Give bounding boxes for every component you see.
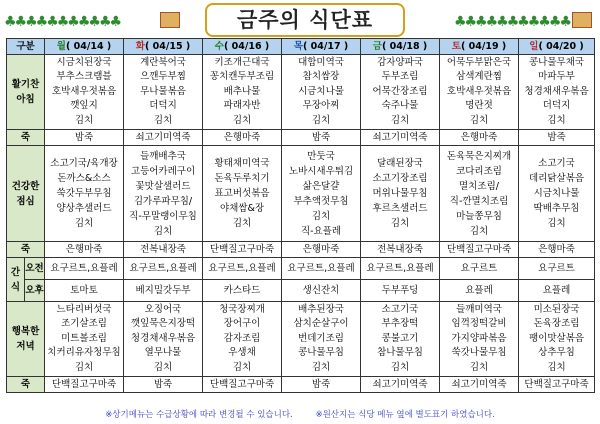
juk-label: 죽 [7, 377, 45, 393]
dinner-cell [440, 302, 519, 377]
menu-item: 들깨배추국 [140, 150, 186, 162]
snack-am-cell: 요구르트,요플레 [282, 258, 361, 280]
menu-item: 김치 [469, 225, 489, 237]
menu-item: 상추무침 [538, 347, 575, 359]
day-date: 04/15 [152, 41, 183, 52]
menu-item: 김치 [390, 361, 410, 373]
header-label: 구분 [7, 39, 45, 55]
menu-item: 배추된장국 [298, 303, 344, 315]
breakfast-cell [45, 55, 124, 130]
menu-item: 김치 [311, 114, 331, 126]
menu-item: 들깨미역국 [456, 303, 502, 315]
lunch-cell [45, 146, 124, 242]
menu-item: 소고기국 [381, 303, 419, 315]
day-date: 04/16 [231, 41, 262, 52]
juk-cell: 단백질고구마죽 [203, 242, 282, 258]
menu-item: 꽃맛살샐러드 [135, 180, 191, 192]
menu-item: 데리닭살볶음 [528, 173, 585, 184]
menu-table [6, 38, 595, 393]
lunch-label: 건강한 점심 [7, 146, 45, 242]
dinner-cell [203, 302, 282, 377]
menu-item: 치커리유자청무침 [47, 347, 121, 359]
tree-decoration-icon: ♣♣♣♣♣♣♣♣♣♣♣ [453, 14, 570, 30]
menu-item: 김치 [469, 361, 489, 373]
dinner-cell [124, 302, 203, 377]
day-header: 금( 04/18 ) [361, 39, 440, 55]
menu-item: 딱배추무침 [533, 203, 580, 214]
menu-item: 김치 [547, 218, 566, 229]
snack-pm-cell: 토마토 [45, 280, 124, 302]
page-title: 금주의 식단표 [205, 3, 405, 37]
dinner-row [7, 302, 595, 377]
menu-item: 돈육장조림 [533, 318, 580, 330]
menu-item: 소고기장조림 [372, 173, 428, 184]
breakfast-cell [124, 55, 203, 130]
menu-item: 삼치순살구이 [293, 318, 349, 330]
juk-cell: 단백질고구마죽 [203, 377, 282, 393]
dinner-label: 행복한 저녁 [7, 302, 45, 377]
menu-item: 김가루파무침/ [133, 195, 193, 207]
snack-am-cell: 요구르트 [519, 258, 595, 280]
lunch-cell [282, 146, 361, 242]
menu-item: 소고기국 [538, 158, 575, 169]
juk-cell: 은행마죽 [519, 242, 595, 258]
menu-item: 배추나물 [223, 85, 261, 97]
menu-item: 돈까스&소스 [57, 173, 111, 184]
menu-item: 만둣국 [307, 150, 335, 162]
menu-item: 김치 [74, 361, 94, 373]
menu-item: 김치 [232, 361, 252, 373]
snack-pm-row [7, 280, 595, 302]
menu-item: 마파두부 [538, 71, 575, 83]
juk-cell: 쇠고기미역죽 [124, 130, 203, 146]
menu-item: 명란젓 [465, 100, 493, 112]
lunch-row [7, 146, 595, 242]
day-header: 월( 04/14 ) [45, 39, 124, 55]
dinner-cell [519, 302, 595, 377]
juk-label: 죽 [7, 130, 45, 146]
lunch-cell [440, 146, 519, 242]
menu-item: 멸치조림/ [459, 180, 499, 192]
menu-item: 느타리버섯국 [56, 303, 112, 315]
menu-item: 두부조림 [381, 71, 419, 83]
menu-item: 가지양파볶음 [451, 332, 507, 344]
menu-item: 청경채새우볶음 [524, 85, 589, 97]
menu-item: 후르츠샐러드 [372, 203, 428, 214]
menu-item: 참치쌈장 [302, 71, 340, 83]
juk-cell: 은행마죽 [440, 130, 519, 146]
day-date: 04/19 [468, 41, 499, 52]
menu-item: 대합미역국 [298, 56, 344, 68]
menu-item: 무나물볶음 [140, 85, 186, 97]
juk-cell: 은행마죽 [282, 242, 361, 258]
menu-item: 표고버섯볶음 [214, 188, 270, 199]
menu-item: 쑥갓나물무침 [451, 347, 507, 359]
menu-item: 부추액젓무침 [293, 195, 349, 207]
dinner-cell [361, 302, 440, 377]
snack-pm-cell: 베지밀갓두부 [124, 280, 203, 302]
menu-item: 김치 [469, 114, 489, 126]
menu-item: 시금치된장국 [56, 56, 112, 68]
menu-item: 시금치나물 [298, 85, 344, 97]
menu-item: 돈육두루치기 [214, 173, 270, 184]
snack-am-cell: 요구르트,요플레 [361, 258, 440, 280]
menu-item: 깻잎묵은지장떡 [130, 318, 196, 330]
menu-item: 황태채미역국 [214, 158, 270, 169]
menu-item: 오징어국 [144, 303, 182, 315]
snack-am-cell: 요구르트,요플레 [45, 258, 124, 280]
menu-item: 청경채새우볶음 [130, 332, 196, 344]
juk-label: 죽 [7, 242, 45, 258]
juk-cell: 밤죽 [282, 130, 361, 146]
menu-item: 직-요플레 [300, 225, 342, 237]
menu-item: 깻잎지 [70, 100, 98, 112]
breakfast-label: 활기찬 아침 [7, 55, 45, 130]
menu-item: 김치 [390, 218, 410, 229]
menu-item: 미소된장국 [533, 303, 580, 315]
menu-item: 콩나물무채국 [528, 56, 585, 68]
menu-item: 머위나물무침 [372, 188, 428, 199]
footer-notes [0, 407, 600, 424]
day-header: 화( 04/15 ) [124, 39, 203, 55]
breakfast_juk-row [7, 130, 595, 146]
menu-item: 부추장떡 [381, 318, 419, 330]
juk-cell: 쇠고기미역죽 [440, 377, 519, 393]
menu-item: 고등어카레구이 [130, 165, 196, 177]
menu-item: 마늘쫑무침 [456, 210, 502, 222]
menu-item: 김치 [153, 114, 173, 126]
breakfast-cell [203, 55, 282, 130]
menu-item: 조기살조림 [61, 318, 107, 330]
menu-item: 김치 [74, 218, 94, 229]
juk-cell: 은행마죽 [203, 130, 282, 146]
menu-item: 소고기국/육개장 [50, 158, 118, 169]
menu-item: 호박새우젓볶음 [446, 85, 512, 97]
dinner_juk-row [7, 377, 595, 393]
lunch_juk-row [7, 242, 595, 258]
juk-cell: 쇠고기미역죽 [361, 130, 440, 146]
menu-item: 시금치나물 [533, 188, 580, 199]
house-decoration-icon [572, 12, 592, 28]
day-date: 04/14 [73, 41, 104, 52]
menu-item: 참나물무침 [377, 347, 423, 359]
menu-item: 김치 [547, 361, 566, 373]
menu-item: 쑥갓두부무침 [56, 188, 112, 199]
day-header: 수( 04/16 ) [203, 39, 282, 55]
snack-am-cell: 요구르트,요플레 [124, 258, 203, 280]
breakfast-cell [440, 55, 519, 130]
menu-item: 열무나물 [144, 347, 182, 359]
juk-cell: 쇠고기미역죽 [361, 377, 440, 393]
menu-item: 감자양파국 [377, 56, 423, 68]
day-name: 수 [214, 41, 224, 52]
menu-item: 코다리조림 [456, 165, 502, 177]
menu-item: 야채쌈&장 [219, 203, 265, 214]
juk-cell: 단백질고구마죽 [519, 377, 595, 393]
menu-item: 무장아찌 [302, 100, 340, 112]
menu-item: 호박새우젓볶음 [51, 85, 117, 97]
menu-item: 청국장찌개 [219, 303, 265, 315]
snack-am-cell: 요구르트,요플레 [203, 258, 282, 280]
snack-pm-cell: 카스타드 [203, 280, 282, 302]
footer-note-2: ※원산지는 식당 메뉴 옆에 별도표기 하였습니다. [315, 410, 495, 420]
footer-note-1: ※상기메뉴는 수급상황에 따라 변경될 수 있습니다. [105, 410, 293, 420]
juk-cell: 밤죽 [519, 130, 595, 146]
menu-item: 김치 [232, 218, 252, 229]
menu-item: 콩불고기 [381, 332, 419, 344]
snack-am-label: 오전 [25, 258, 45, 280]
title-bar [0, 0, 600, 38]
menu-item: 키조개근대국 [214, 56, 270, 68]
snack-am-row [7, 258, 595, 280]
menu-item: 우생채 [228, 347, 256, 359]
menu-item: 노바시새우튀김 [288, 165, 354, 177]
breakfast-row [7, 55, 595, 130]
juk-cell: 밤죽 [282, 377, 361, 393]
day-name: 금 [372, 41, 382, 52]
day-name: 목 [293, 41, 303, 52]
menu-item: 꽁치캔두부조림 [209, 71, 275, 83]
breakfast-cell [519, 55, 595, 130]
day-date: 04/18 [389, 41, 420, 52]
juk-cell: 전복내장죽 [124, 242, 203, 258]
menu-item: 숙주나물 [381, 100, 419, 112]
menu-item: 직-무말랭이무침 [129, 210, 197, 222]
day-name: 토 [451, 41, 461, 52]
menu-item: 삼색계란찜 [456, 71, 502, 83]
menu-item: 파래자반 [223, 100, 261, 112]
snack-pm-label: 오후 [25, 280, 45, 302]
menu-item: 김치 [390, 114, 410, 126]
day-date: 04/17 [310, 41, 341, 52]
menu-item: 더덕지 [542, 100, 571, 112]
snack-am-cell: 요구르트 [440, 258, 519, 280]
tree-decoration-icon: ♣♣♣♣♣♣♣♣♣♣♣ [4, 14, 121, 30]
juk-cell: 단백질고구마죽 [440, 242, 519, 258]
menu-item: 김치 [547, 114, 566, 126]
lunch-cell [361, 146, 440, 242]
snack-pm-cell: 요플레 [440, 280, 519, 302]
menu-item: 김치 [153, 361, 173, 373]
day-name: 일 [529, 41, 539, 52]
menu-item: 김치 [311, 210, 331, 222]
menu-item: 콩나물무침 [298, 347, 344, 359]
juk-cell: 단백질고구마죽 [45, 377, 124, 393]
snack-pm-cell: 요플레 [519, 280, 595, 302]
menu-item: 번데기조림 [298, 332, 344, 344]
menu-item: 달래된장국 [377, 158, 423, 169]
menu-item: 삶은달걀 [302, 180, 340, 192]
juk-cell: 은행마죽 [45, 242, 124, 258]
breakfast-cell [282, 55, 361, 130]
menu-item: 부추스크램블 [56, 71, 112, 83]
juk-cell: 밤죽 [45, 130, 124, 146]
day-header: 목( 04/17 ) [282, 39, 361, 55]
day-date: 04/20 [546, 41, 577, 52]
menu-item: 김치 [153, 225, 173, 237]
menu-item: 김치 [232, 114, 252, 126]
menu-item: 임꺽정떡갈비 [451, 318, 507, 330]
juk-cell: 밤죽 [124, 377, 203, 393]
menu-item: 김치 [311, 361, 331, 373]
house-decoration-icon [160, 12, 180, 28]
menu-item: 어묵간장조림 [372, 85, 428, 97]
day-header: 일( 04/20 ) [519, 39, 595, 55]
menu-item: 직-깐멸치조림 [449, 195, 509, 207]
day-name: 화 [135, 41, 145, 52]
lunch-cell [124, 146, 203, 242]
day-header: 토( 04/19 ) [440, 39, 519, 55]
menu-item: 미트볼조림 [61, 332, 107, 344]
menu-item: 팽이맛살볶음 [528, 332, 585, 344]
menu-item: 계란북어국 [140, 56, 186, 68]
breakfast-cell [361, 55, 440, 130]
menu-item: 장어구이 [223, 318, 261, 330]
snack-label: 간식 [7, 258, 25, 302]
menu-item: 양상추샐러드 [56, 203, 112, 214]
header-row [7, 39, 595, 55]
day-name: 월 [56, 41, 66, 52]
snack-pm-cell: 생신잔치 [282, 280, 361, 302]
dinner-cell [45, 302, 124, 377]
menu-item: 더덕지 [149, 100, 177, 112]
menu-item: 김치 [74, 114, 94, 126]
snack-pm-cell: 두부푸딩 [361, 280, 440, 302]
menu-item: 어묵두부맑은국 [446, 56, 512, 68]
lunch-cell [203, 146, 282, 242]
dinner-cell [282, 302, 361, 377]
juk-cell: 전복내장죽 [361, 242, 440, 258]
lunch-cell [519, 146, 595, 242]
menu-item: 돈육묵은지찌개 [446, 150, 512, 162]
menu-item: 감자조림 [223, 332, 261, 344]
menu-item: 으깬두부찜 [140, 71, 186, 83]
